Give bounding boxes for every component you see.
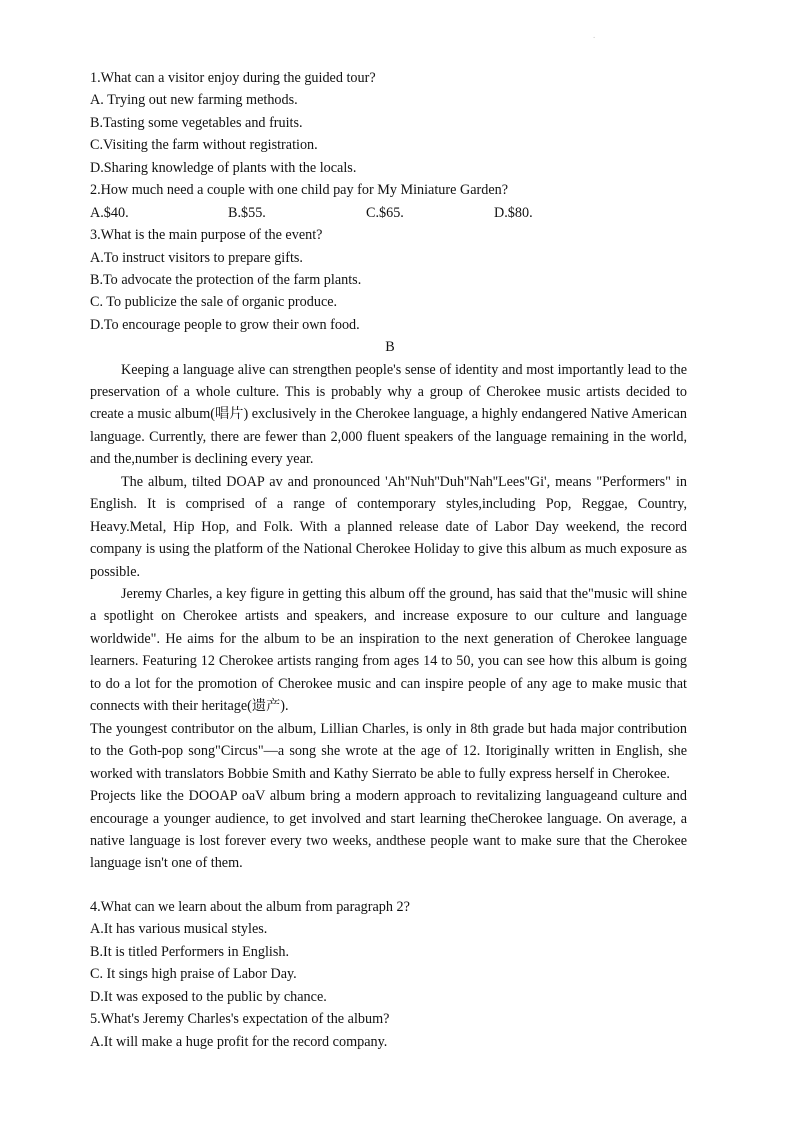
option: B.$55. bbox=[228, 204, 266, 221]
section-heading: B bbox=[385, 339, 395, 356]
question-stem: 3.What is the main purpose of the event? bbox=[90, 227, 323, 244]
question-stem: 4.What can we learn about the album from paragraph 2? bbox=[90, 899, 410, 915]
option: A.To instruct visitors to prepare gifts. bbox=[90, 249, 303, 266]
option: A. Trying out new farming methods. bbox=[90, 92, 298, 109]
option: A.$40. bbox=[90, 204, 129, 221]
paragraph: Keeping a language alive can strengthen people's sense of identity and most importantly lead to the preservation of a whole culture. This is probably why a group of Cherokee music artists decided to create a music album(唱片) exclusively in the Cherokee language, a highly endangered Native American language. Currently, there are fewer than 2,000 fluent speakers of the language remaining in the world, and the,number is declining every year. bbox=[90, 361, 687, 468]
option: A.It has various musical styles. bbox=[90, 921, 268, 938]
option: D.$80. bbox=[494, 204, 533, 221]
paragraph: The album, tilted DOAP av and pronounced 'Ah''Nuh''Duh''Nah''Lees''Gi', means "Performers" in English. It is comprised of a range of contemporary styles,including Pop, Reggae, Country, Heavy.Metal, Hip Hop, and Folk. With a planned release date of Labor Day weekend, the record company is using the platform of the National Cherokee Holiday to give this album as much exposure as possible. bbox=[90, 473, 687, 580]
paragraph: Projects like the DOOAP oaV album bring a modern approach to revitalizing languageand culture and encourage a younger audience, to get involved and start learning theCherokee language. On average, a native language is lost forever every two weeks, andthese people want to make sure that the Cherokee language isn't one of them. bbox=[90, 788, 687, 872]
corner-mark: . bbox=[593, 30, 596, 40]
option: C. It sings high praise of Labor Day. bbox=[90, 966, 297, 983]
option: B.To advocate the protection of the farm plants. bbox=[90, 271, 362, 288]
option: A.It will make a huge profit for the record company. bbox=[90, 1033, 388, 1050]
reading-passage bbox=[90, 359, 687, 875]
option: C.$65. bbox=[366, 204, 404, 221]
option: B.Tasting some vegetables and fruits. bbox=[90, 114, 303, 131]
option: C.Visiting the farm without registration. bbox=[90, 137, 318, 154]
question-stem: 2.How much need a couple with one child pay for My Miniature Garden? bbox=[90, 182, 509, 199]
options-row bbox=[90, 202, 690, 224]
option: D.To encourage people to grow their own food. bbox=[90, 316, 360, 333]
option: B.It is titled Performers in English. bbox=[90, 943, 289, 960]
option: D.Sharing knowledge of plants with the locals. bbox=[90, 159, 357, 176]
question-stem: 5.What's Jeremy Charles's expectation of the album? bbox=[90, 1011, 390, 1028]
paragraph: The youngest contributor on the album, Lillian Charles, is only in 8th grade but hada major contribution to the Goth-pop song"Circus"—a song she wrote at the age of 12. Itoriginally written in English, she worked with translators Bobbie Smith and Kathy Sierrato be able to fully express herself in Cherokee. bbox=[90, 720, 687, 782]
option: C. To publicize the sale of organic produce. bbox=[90, 294, 338, 311]
questions-4-5 bbox=[90, 896, 690, 1053]
questions-1-3 bbox=[90, 67, 690, 359]
paragraph: Jeremy Charles, a key figure in getting this album off the ground, has said that the"music will shine a spotlight on Cherokee artists and speakers, and increase exposure to our culture and language worldwide". He aims for the album to be an inspiration to the next generation of Cherokee language learners. Featuring 12 Cherokee artists ranging from ages 14 to 50, you can see how this album is going to do a lot for the promotion of Cherokee music and can inspire people of any age to make music that connects with their heritage(遗产). bbox=[90, 586, 687, 715]
question-stem: 1.What can a visitor enjoy during the guided tour? bbox=[90, 70, 376, 86]
option: D.It was exposed to the public by chance. bbox=[90, 988, 327, 1005]
